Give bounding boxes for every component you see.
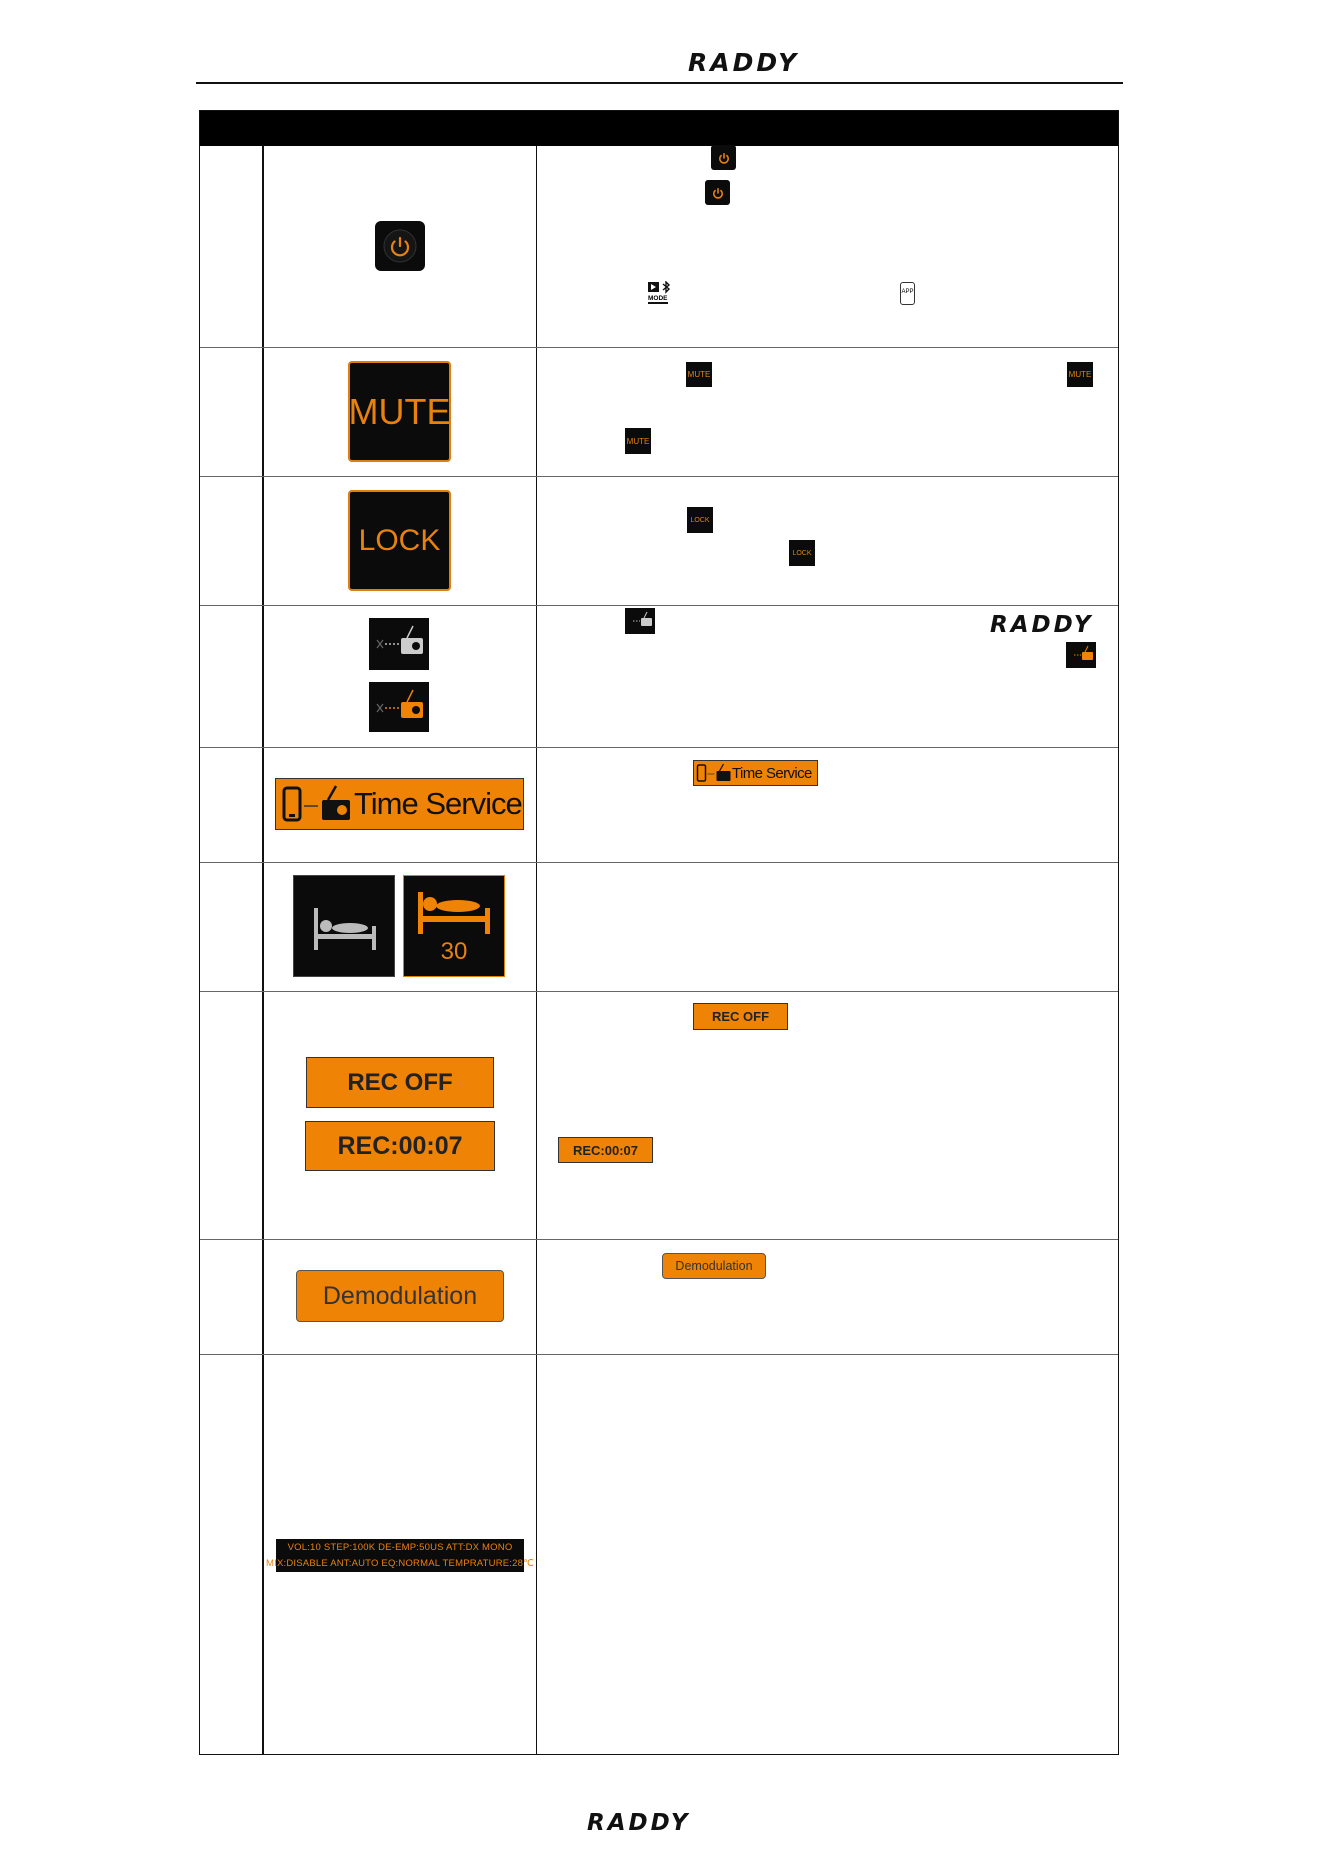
rec-timer-label: REC:00:07 (572, 1142, 639, 1158)
mute-mini-label: MUTE (626, 436, 650, 446)
rec-off-label: REC OFF (347, 1068, 453, 1096)
time-service-label: Time Service (732, 764, 812, 782)
radio-disconnected-icon (369, 618, 429, 670)
radio-icon-inline (1066, 642, 1096, 668)
status-line-1: VOL:10 STEP:100K DE-EMP:50US ATT:DX MONO (287, 1541, 513, 1553)
lock-icon-inline (687, 507, 713, 533)
rec-timer-label: REC:00:07 (337, 1131, 463, 1160)
status-line-2: MIX:DISABLE ANT:AUTO EQ:NORMAL TEMPRATURE:28℃ (266, 1557, 534, 1569)
column-divider (536, 146, 537, 1754)
lock-mini-label: LOCK (690, 516, 710, 524)
status-info-bar (266, 1539, 534, 1572)
rec-off-icon-inline (693, 1003, 788, 1030)
sleep-off-icon (293, 875, 395, 977)
table-header (200, 111, 1118, 146)
header-divider (196, 82, 1123, 84)
demodulation-icon (296, 1270, 504, 1322)
demodulation-icon-inline (662, 1253, 766, 1279)
row-divider (200, 1239, 1118, 1240)
phone-app-icon (900, 282, 915, 305)
mute-icon-inline (686, 362, 712, 387)
header-brand-logo: RADDY (688, 48, 800, 77)
mode-label: MODE (648, 295, 668, 302)
lock-icon (348, 490, 451, 591)
power-icon-inline (705, 180, 730, 205)
power-icon-inline (711, 145, 736, 170)
row-divider (200, 605, 1118, 606)
lock-label: LOCK (358, 523, 441, 557)
rec-off-label: REC OFF (711, 1009, 770, 1024)
mute-label: MUTE (348, 390, 451, 432)
rec-timer-icon (305, 1121, 495, 1171)
rec-off-icon (306, 1057, 494, 1108)
row-divider (200, 476, 1118, 477)
time-service-icon-inline (693, 760, 818, 786)
phone-radio-link-icon (282, 782, 352, 826)
sleep-timer-icon (403, 875, 505, 977)
lock-icon-inline (789, 540, 815, 566)
app-label: APP (901, 289, 914, 295)
rec-timer-icon-inline (558, 1137, 653, 1163)
mute-icon-inline (1067, 362, 1093, 387)
mute-mini-label: MUTE (687, 370, 711, 379)
row-divider (200, 747, 1118, 748)
demodulation-label: Demodulation (675, 1259, 753, 1273)
row-divider (200, 347, 1118, 348)
raddy-logo-inline: RADDY (990, 612, 1094, 638)
time-service-icon (275, 778, 524, 830)
mute-icon-inline (625, 428, 651, 454)
phone-radio-link-icon (696, 762, 732, 784)
demodulation-label: Demodulation (322, 1281, 478, 1310)
power-button-icon (375, 221, 425, 271)
mute-icon (348, 361, 451, 462)
column-divider (262, 146, 264, 1754)
row-divider (200, 1354, 1118, 1355)
footer-brand-logo: RADDY (587, 1810, 691, 1836)
sleep-timer-value: 30 (440, 938, 468, 965)
mode-bluetooth-icon (646, 281, 674, 305)
radio-connected-icon (369, 682, 429, 732)
row-divider (200, 991, 1118, 992)
lock-mini-label: LOCK (792, 549, 812, 557)
time-service-label: Time Service (354, 786, 522, 821)
radio-icon-inline (625, 608, 655, 634)
mute-mini-label: MUTE (1068, 370, 1092, 379)
row-divider (200, 862, 1118, 863)
